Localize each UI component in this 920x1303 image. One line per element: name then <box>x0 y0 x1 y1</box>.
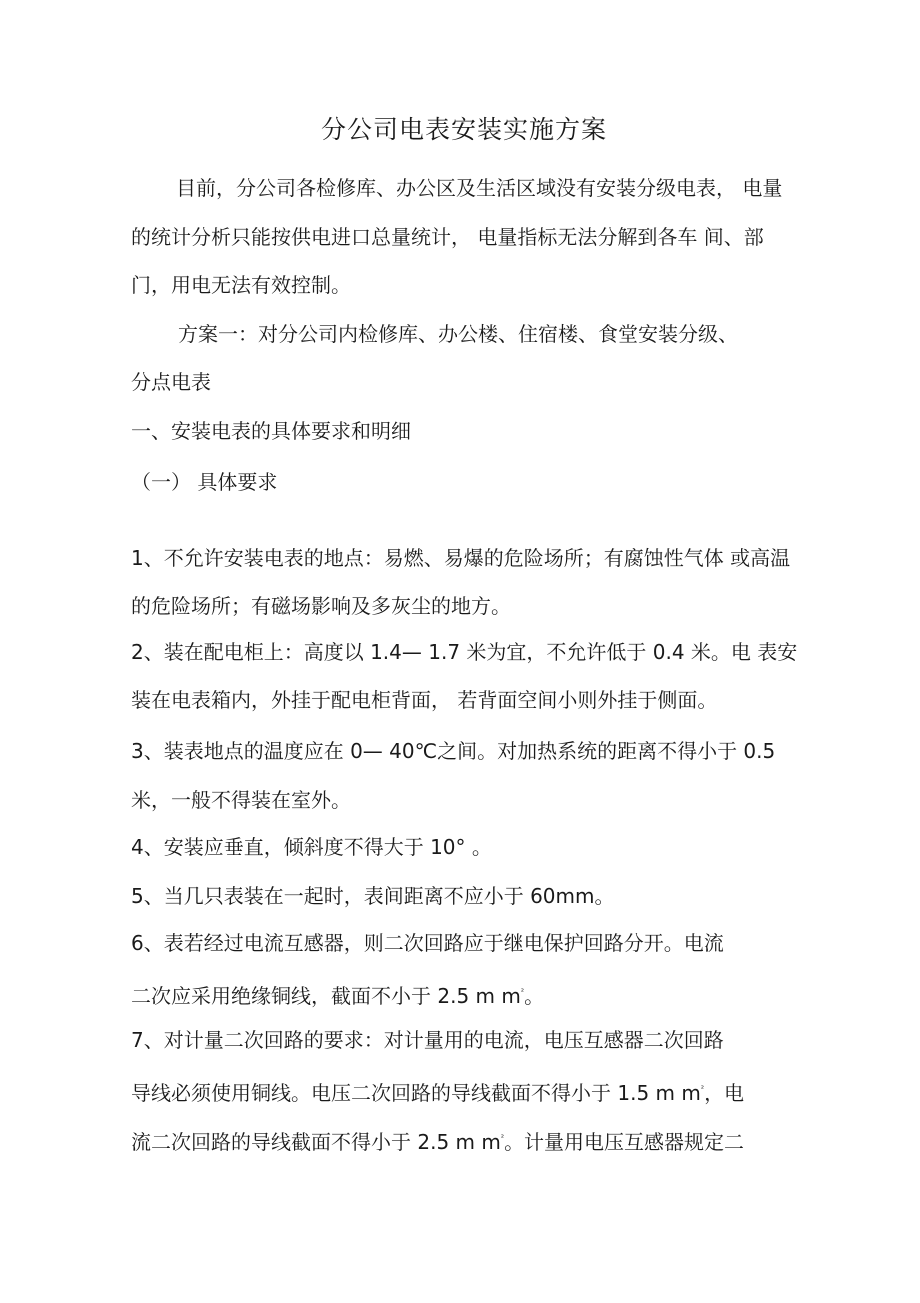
item-7c-tail: 。计量用电压互感器规定二 <box>504 1130 745 1154</box>
item-6b-text: 二次应采用绝缘铜线，截面不小于 2.5 m m <box>131 984 521 1008</box>
item-6b <box>131 980 544 1008</box>
squared-mark: ² <box>500 1133 505 1142</box>
page-title: 分公司电表安装实施方案 <box>321 115 608 144</box>
item-7c-text: 流二次回路的导线截面不得小于 2.5 m m <box>131 1130 501 1154</box>
plan-line-1: 方案一：对分公司内检修库、办公楼、住宿楼、食堂安装分级、 <box>178 322 738 346</box>
item-1b: 的危险场所；有磁场影响及多灰尘的地方。 <box>131 594 511 618</box>
item-2a: 2、装在配电柜上：高度以 1.4— 1.7 米为宜，不允许低于 0.4 米。电 表安 <box>131 640 798 664</box>
item-3b: 米，一般不得装在室外。 <box>131 788 351 812</box>
intro-line-1: 目前，分公司各检修库、办公区及生活区域没有安装分级电表， 电量 <box>176 176 783 200</box>
section-heading: 一、安装电表的具体要求和明细 <box>131 419 411 443</box>
squared-mark: ² <box>520 987 525 996</box>
item-6a: 6、表若经过电流互感器，则二次回路应于继电保护回路分开。电流 <box>131 931 724 955</box>
item-7b-tail: ，电 <box>704 1081 745 1105</box>
plan-line-2: 分点电表 <box>131 370 211 394</box>
squared-mark: ² <box>700 1084 705 1093</box>
item-5: 5、当几只表装在一起时，表间距离不应小于 60mm。 <box>131 884 615 908</box>
item-3a: 3、装表地点的温度应在 0— 40℃之间。对加热系统的距离不得小于 0.5 <box>131 739 776 763</box>
item-7b <box>131 1077 744 1105</box>
item-6b-tail: 。 <box>524 984 545 1008</box>
item-7b-text: 导线必须使用铜线。电压二次回路的导线截面不得小于 1.5 m m <box>131 1081 701 1105</box>
item-4: 4、安装应垂直，倾斜度不得大于 10° 。 <box>131 835 492 859</box>
item-7c <box>131 1126 744 1154</box>
subsection-heading: （一） 具体要求 <box>131 470 278 494</box>
item-7a: 7、对计量二次回路的要求：对计量用的电流，电压互感器二次回路 <box>131 1028 724 1052</box>
item-1a: 1、不允许安装电表的地点：易燃、易爆的危险场所；有腐蚀性气体 或高温 <box>131 546 791 570</box>
intro-line-3: 门，用电无法有效控制。 <box>131 273 351 297</box>
item-2b: 装在电表箱内，外挂于配电柜背面， 若背面空间小则外挂于侧面。 <box>131 688 718 712</box>
intro-line-2: 的统计分析只能按供电进口总量统计， 电量指标无法分解到各车 间、部 <box>131 225 764 249</box>
